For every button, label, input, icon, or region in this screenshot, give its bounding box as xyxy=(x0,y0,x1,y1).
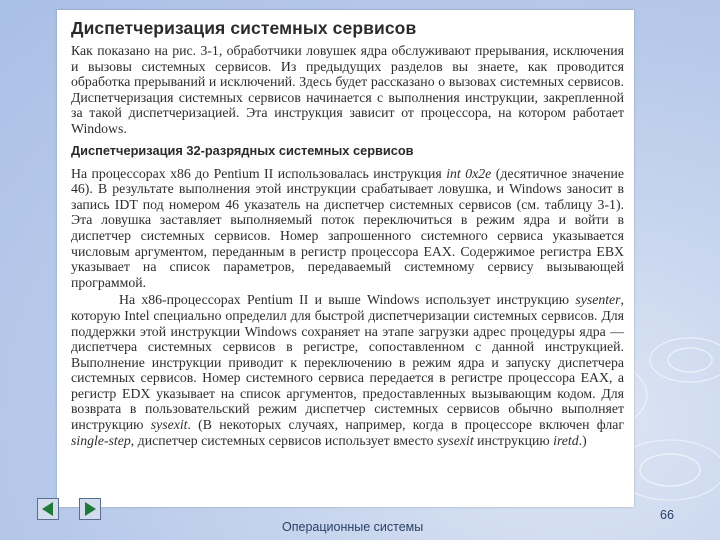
next-slide-button[interactable] xyxy=(79,498,101,520)
previous-slide-button[interactable] xyxy=(37,498,59,520)
page-number: 66 xyxy=(660,508,674,522)
code-term: sysexit xyxy=(436,432,474,448)
code-term: int 0x2e xyxy=(446,165,492,181)
paragraph-sysenter xyxy=(71,292,624,448)
intro-paragraph: Как показано на рис. 3-1, обработчики ловушек ядра обслуживают прерывания, исключения и вызовы системных сервисов. Из предыдущих разделов вы знаете, как проводится обработка прерываний и исключений. Здесь будет рассказано о вызовах системных сервисов. Диспетчеризация системных сервисов начинается с выполнения инструкции, закрепленной за такой диспетчеризацией. Эта инструкция зависит от процессора, на котором работает Windows. xyxy=(71,43,624,136)
code-term: sysenter xyxy=(575,292,621,308)
section-subheading: Диспетчеризация 32-разрядных системных сервисов xyxy=(71,142,414,158)
text-run: , которую Intel специально определил для быстрой диспетчеризации системных сервисов. Для поддержки этой инструкции Windows сохраняет на этапе загрузки адрес процедуры ядра — диспетчера системных сервисов в регистре, сопоставленном с данной инструкцией. Выполнение инструкции приводит к переключению в режим ядра и запуску диспетчера системных сервисов. Номер системного сервиса передается в регистре процессора EAX, а регистр EDX указывает на список аргументов, предоставленных вызывающим кодом. Для возврата в пользовательский режим диспетчер системных сервисов обычно выполняет инструкцию xyxy=(71,292,624,433)
code-term: iretd xyxy=(553,432,579,448)
document-page xyxy=(57,10,634,507)
footer-label: Операционные системы xyxy=(282,520,424,534)
paragraph-int2e xyxy=(71,166,624,291)
text-run: .) xyxy=(578,432,587,448)
text-run: На x86-процессорах Pentium II и выше Windows использует инструкцию xyxy=(119,292,576,308)
text-run: (десятичное значение 46). В результате выполнения этой инструкции срабатывает ловушка, и Windows заносит в запись IDT под номером 46 указатель на диспетчер системных сервисов (см. таблицу 3-1). Эта ловушка заставляет выполняемый поток переключиться в режим ядра и войти в диспетчер системных сервисов. Номер запрошенного системного сервиса указывается числовым аргументом, переданным в регистр процессора EAX. Содержимое регистра EBX указывает на список параметров, передаваемый системному сервису вызывающей программой. xyxy=(71,165,625,290)
arrow-right-icon xyxy=(80,499,100,519)
page-title: Диспетчеризация системных сервисов xyxy=(71,18,417,38)
text-run: , диспетчер системных сервисов использует вместо xyxy=(130,432,437,448)
text-run: . (В некоторых случаях, например, когда в процессоре включен флаг xyxy=(187,417,624,433)
text-run: На процессорах x86 до Pentium II использовалась инструкция xyxy=(71,165,447,181)
arrow-left-icon xyxy=(38,499,58,519)
code-term: sysexit xyxy=(150,417,188,433)
code-term: single-step xyxy=(71,432,131,448)
text-run: инструкцию xyxy=(473,432,554,448)
